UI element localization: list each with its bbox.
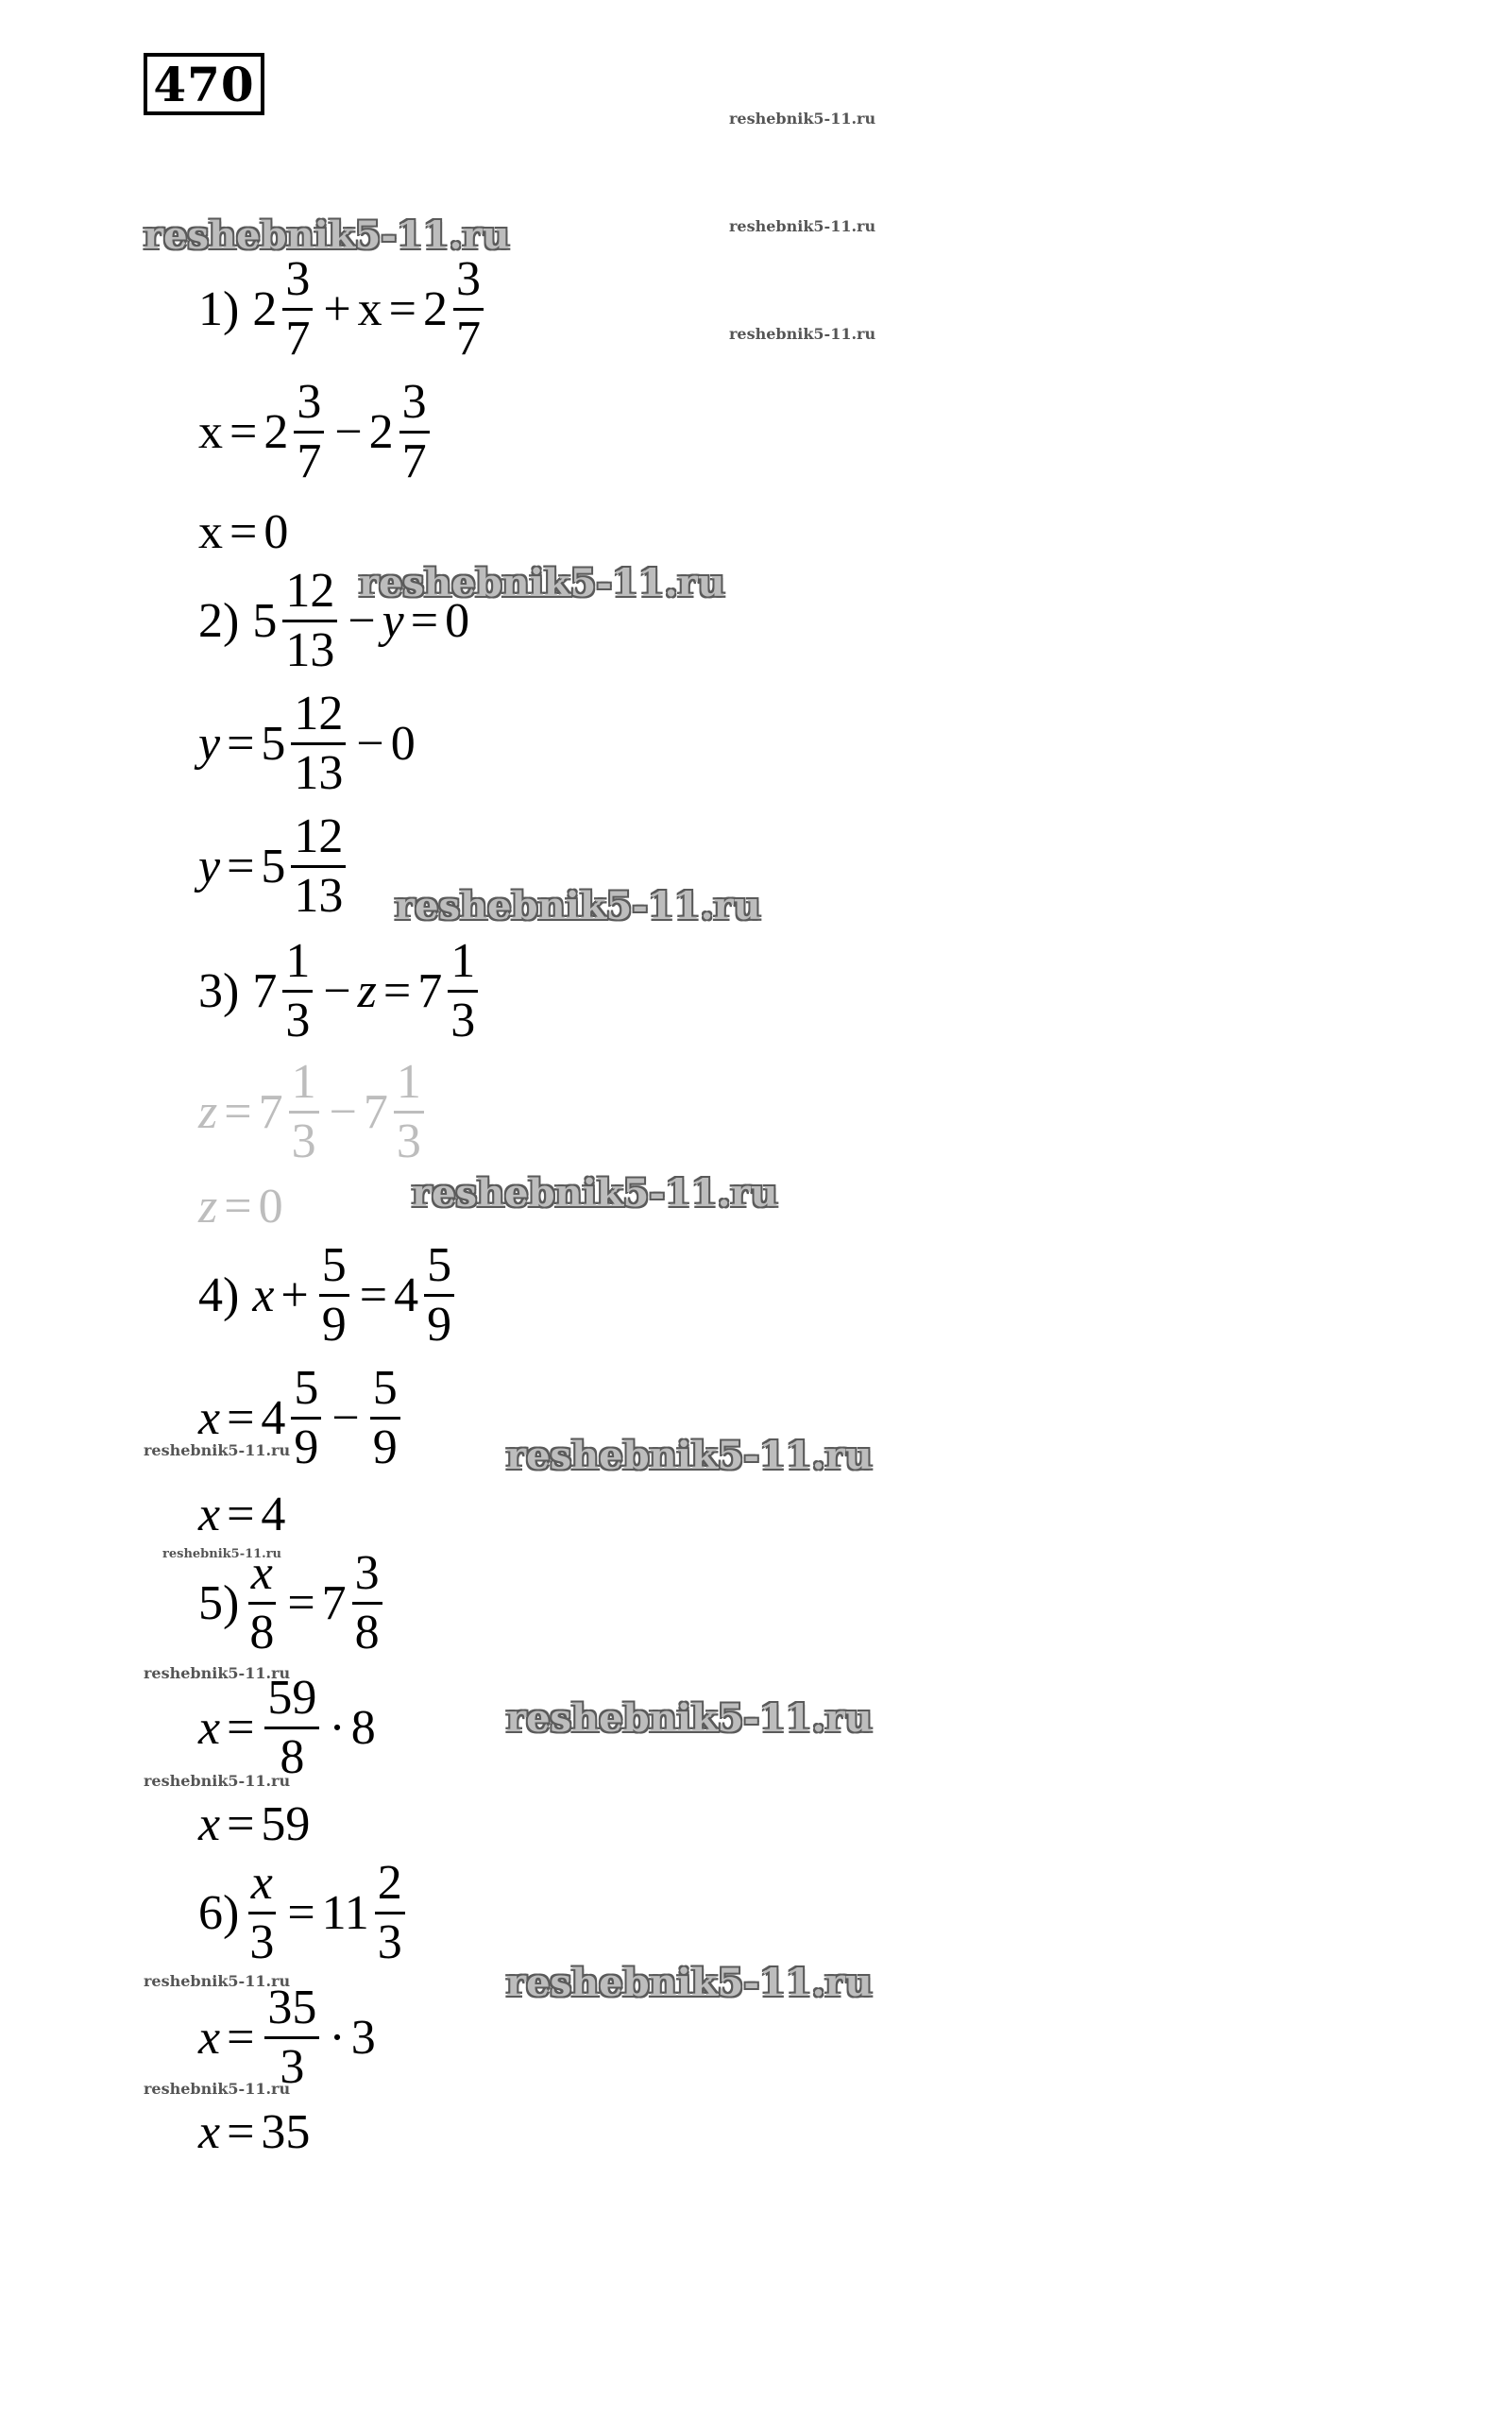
minus-sign: − [323,963,351,1018]
equation-6-result [198,2105,311,2159]
multiplier: 3 [350,2010,376,2065]
denominator: 7 [285,312,311,366]
watermark: reshebnik5-11.ru [506,1961,873,2005]
part-label: 2) [198,593,240,648]
part-label: 4) [198,1268,240,1322]
watermark: reshebnik5-11.ru [162,1547,282,1561]
whole-part: 7 [417,963,443,1018]
watermark: reshebnik5-11.ru [144,1772,291,1790]
equals-sign: = [227,716,255,771]
equation-2 [198,564,470,677]
watermark: reshebnik5-11.ru [144,213,510,258]
variable: x [198,1390,221,1445]
whole-part: 7 [321,1575,347,1630]
plus-sign: + [323,281,351,336]
minus-sign: − [348,593,376,648]
equation-6 [198,1856,409,1969]
denominator: 8 [354,1606,380,1659]
variable: z [357,963,377,1018]
numerator: 35 [264,1983,319,2039]
equation-3-result [198,1182,283,1232]
equals-sign: = [224,1084,252,1139]
value: 0 [445,593,470,648]
equals-sign: = [227,2010,255,2065]
watermark: reshebnik5-11.ru [506,1696,873,1741]
part-label: 3) [198,963,240,1018]
fraction [246,1856,277,1969]
variable: x [198,1797,221,1851]
numerator: 1 [289,1058,319,1114]
denominator: 9 [294,1421,319,1474]
variable: y [198,839,221,893]
numerator: 12 [291,689,346,745]
numerator: 5 [291,1364,321,1420]
equals-sign: = [287,1885,315,1940]
plus-sign: + [280,1268,309,1322]
denominator: 8 [280,1730,305,1784]
variable: z [198,1084,218,1139]
equation-4-result [198,1490,285,1540]
fraction [294,375,324,488]
equation-5 [198,1546,386,1659]
equation-1 [198,252,487,366]
equation-2-step [198,689,416,798]
whole-part: 2 [252,281,278,336]
numerator: x [248,1549,276,1605]
equals-sign: = [410,593,439,648]
equals-sign: = [227,2105,255,2159]
denominator: 3 [280,2040,305,2094]
variable: z [198,1180,218,1234]
whole-part: 4 [394,1268,419,1322]
equation-5-result [198,1797,311,1851]
denominator: 13 [294,869,344,923]
numerator: 1 [282,937,313,993]
variable: x [198,505,223,559]
equation-4 [198,1238,458,1352]
whole-part: 7 [258,1084,283,1139]
denominator: 3 [377,1915,402,1969]
minus-sign: − [334,404,363,459]
variable: x [252,1268,275,1322]
variable: x [357,281,382,336]
result-value: 59 [261,1797,311,1851]
numerator: x [248,1859,276,1914]
equals-sign: = [227,1797,255,1851]
result-value: 0 [258,1180,283,1234]
part-label: 6) [198,1885,240,1940]
fraction [291,1361,321,1474]
whole-part: 7 [363,1084,388,1139]
denominator: 3 [450,994,476,1047]
fraction [394,1055,424,1168]
part-label: 1) [198,281,240,336]
equals-sign: = [227,839,255,893]
denominator: 3 [396,1114,421,1168]
minus-sign: − [356,716,384,771]
multiply-sign: · [329,1700,346,1755]
numerator: 12 [291,812,346,868]
watermark: reshebnik5-11.ru [144,1972,291,1990]
numerator: 3 [294,378,324,434]
watermark: reshebnik5-11.ru [729,217,876,235]
equals-sign: = [227,1700,255,1755]
numerator: 5 [424,1241,454,1297]
numerator: 12 [282,567,337,622]
watermark: reshebnik5-11.ru [412,1171,778,1216]
denominator: 7 [455,312,481,366]
denominator: 13 [294,746,344,800]
variable: x [198,2105,221,2159]
equals-sign: = [224,1180,252,1234]
variable: x [198,1488,221,1541]
equation-3-step [198,1055,428,1168]
fraction [291,689,346,798]
multiply-sign: · [329,2010,346,2065]
watermark: reshebnik5-11.ru [395,884,761,928]
watermark: reshebnik5-11.ru [729,325,876,343]
numerator: 1 [448,937,478,993]
result-value: 0 [263,505,289,559]
numerator: 59 [264,1674,319,1729]
fraction [448,934,478,1047]
equation-6-step [198,1983,376,2092]
denominator: 9 [321,1298,347,1352]
denominator: 9 [372,1421,398,1474]
variable: y [382,593,404,648]
numerator: 2 [375,1859,405,1914]
watermark: reshebnik5-11.ru [359,561,725,605]
denominator: 7 [401,434,427,488]
part-label: 5) [198,1575,240,1630]
denominator: 8 [249,1606,275,1659]
fraction [375,1856,405,1969]
result-value: 4 [261,1488,286,1541]
equals-sign: = [229,404,258,459]
watermark: reshebnik5-11.ru [144,2080,291,2098]
whole-part: 7 [252,963,278,1018]
fraction [424,1238,454,1352]
watermark: reshebnik5-11.ru [729,110,876,128]
equals-sign: = [382,963,412,1018]
variable: y [198,716,221,771]
fraction [453,252,484,366]
equals-sign: = [388,281,416,336]
denominator: 13 [285,623,335,677]
whole-part: 4 [261,1390,286,1445]
whole-part: 2 [263,404,289,459]
equals-sign: = [287,1575,315,1630]
denominator: 3 [291,1114,316,1168]
fraction [291,809,346,923]
equals-sign: = [227,1390,255,1445]
fraction [282,252,313,366]
whole-part: 5 [261,716,286,771]
fraction [282,564,337,677]
fraction [246,1546,277,1659]
numerator: 1 [394,1058,424,1114]
equation-1-result [198,505,289,559]
fraction [370,1361,400,1474]
minus-sign: − [331,1390,360,1445]
fraction [289,1055,319,1168]
multiplier: 8 [350,1700,376,1755]
whole-part: 2 [368,404,394,459]
variable: x [198,2010,221,2065]
minus-sign: − [329,1084,357,1139]
equation-4-step [198,1361,404,1474]
denominator: 3 [249,1915,275,1969]
variable: x [198,404,223,459]
denominator: 9 [427,1298,452,1352]
numerator: 3 [352,1549,382,1605]
watermark: reshebnik5-11.ru [506,1434,873,1478]
whole-part: 11 [321,1885,369,1940]
fraction [264,1983,319,2092]
numerator: 5 [319,1241,349,1297]
equation-3 [198,934,482,1047]
fraction [399,375,430,488]
equation-5-step [198,1671,376,1784]
equation-2-result [198,809,349,923]
fraction [352,1546,382,1659]
watermark: reshebnik5-11.ru [144,1441,291,1459]
variable: x [198,1700,221,1755]
equals-sign: = [359,1268,388,1322]
numerator: 5 [370,1364,400,1420]
equals-sign: = [229,505,258,559]
fraction [264,1671,319,1784]
fraction [282,934,313,1047]
task-number: 470 [144,53,264,115]
equation-1-step [198,375,433,488]
denominator: 3 [285,994,311,1047]
whole-part: 2 [422,281,448,336]
equals-sign: = [227,1488,255,1541]
numerator: 3 [453,255,484,311]
watermark: reshebnik5-11.ru [144,1664,291,1682]
whole-part: 5 [261,839,286,893]
whole-part: 5 [252,593,278,648]
denominator: 7 [297,434,322,488]
numerator: 3 [399,378,430,434]
fraction [319,1238,349,1352]
numerator: 3 [282,255,313,311]
result-value: 35 [261,2105,311,2159]
value: 0 [390,716,416,771]
